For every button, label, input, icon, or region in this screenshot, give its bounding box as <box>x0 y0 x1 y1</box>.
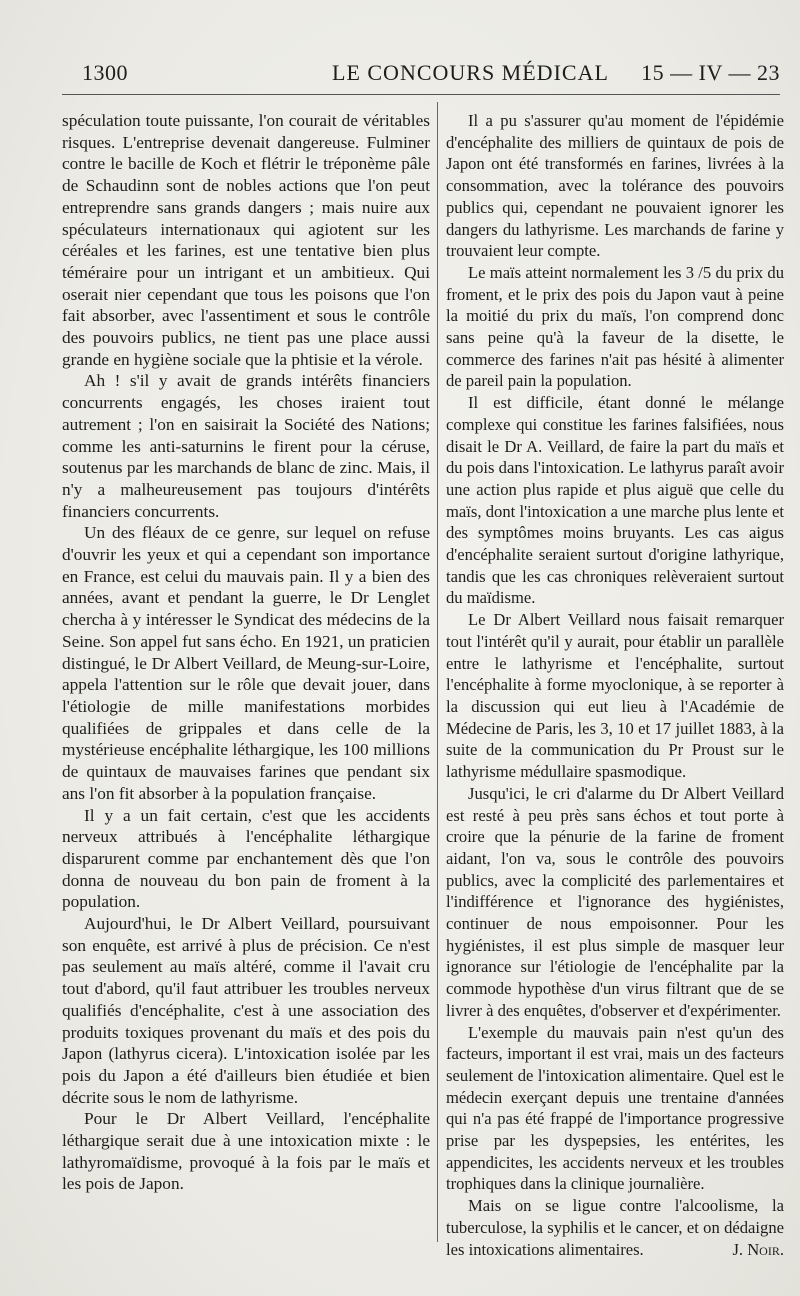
paragraph: Il y a un fait certain, c'est que les accidents nerveux attribués à l'encéphalite léthargique disparurent comme par enchantement dès que l'on donna de nouveau du bon pain de froment à la population. <box>62 805 430 912</box>
journal-title: LE CONCOURS MÉDICAL <box>332 60 609 85</box>
page-number: 1300 <box>82 60 128 85</box>
paragraph: Il est difficile, étant donné le mélange complexe qui constitue les farines falsifiées, nous disait le Dr A. Veillard, de faire la part du maïs et du pois dans l'intoxication. Le lathyrus paraît avoir une action plus rapide et plus aiguë que celle du maïs, dont l'intoxication a une marche plus lente et des symptômes moins bruyants. Les cas aigus d'encéphalite seraient surtout d'origine lathyrique, tandis que les cas chroniques relèveraient surtout du maïdisme. <box>446 393 784 608</box>
paragraph: Le maïs atteint normalement les 3 /5 du prix du froment, et le prix des pois du Japon vaut à peine la moitié du prix du maïs, l'on comprend donc sans peine qu'à la faveur de la disette, le commerce des farines n'ait pas hésité à alimenter de pareil pain la population. <box>446 262 784 391</box>
paragraph: Pour le Dr Albert Veillard, l'encéphalite léthargique serait due à une intoxication mixte : le lathyromaïdisme, provoqué à la fois par le maïs et les pois de Japon. <box>62 1109 430 1194</box>
closing-paragraph <box>446 1195 784 1260</box>
paragraph: spéculation toute puissante, l'on courait de véritables risques. L'entreprise devenait dangereuse. Fulminer contre le bacille de Koch et flétrir le tréponème pâle de Schaudinn sont de nobles actions que l'on peut entreprendre sans grands dangers ; mais nuire aux spéculateurs internationaux qui agiotent sur les céréales et les farines, est une tentative bien plus téméraire pour un intrigant et un ambitieux. Qui oserait nier cependant que tous les poisons que l'on fait absorber, avec l'assentiment et sous le contrôle des pouvoirs publics, ne tient pas une place aussi grande en hygiène sociale que la phtisie et la vérole. <box>62 111 430 369</box>
issue-date: 15 — IV — 23 <box>641 60 780 85</box>
paragraph: Ah ! s'il y avait de grands intérêts financiers concurrents engagés, les choses iraient tout autrement ; l'on en saisirait la Société des Nations; comme les anti-saturnins le firent pour la céruse, soutenus par les marchands de blanc de zinc. Mais, il n'y a malheureusement pas toujours d'intérêts financiers concurrents. <box>62 371 430 521</box>
paragraph: Le Dr Albert Veillard nous faisait remarquer tout l'intérêt qu'il y aurait, pour établir un parallèle entre le lathyrisme et l'encéphalite, surtout l'encéphalite à forme myoclonique, à se reporter à la discussion qui eut lieu à l'Académie de Médecine de Paris, les 3, 10 et 17 juillet 1883, à la suite de la communication du Pr Proust sur le lathyrisme médullaire spasmodique. <box>446 610 784 782</box>
column-divider <box>437 102 438 1242</box>
paragraph: L'exemple du mauvais pain n'est qu'un des facteurs, important il est vrai, mais un des facteurs seulement de l'intoxication alimentaire. Quel est le médecin exerçant depuis une trentaine d'années qui n'a pas été frappé de l'importance progressive prise par les dyspepsies, les entérites, les appendicites, les accidents nerveux et les troubles trophiques dans la clinique journalière. <box>446 1022 784 1194</box>
paragraph: Aujourd'hui, le Dr Albert Veillard, poursuivant son enquête, est arrivé à plus de précision. Ce n'est pas seulement au maïs altéré, comme il l'avait cru tout d'abord, qu'il faut attribuer les troubles nerveux qualifiés d'encéphalite, c'est à une association des produits toxiques provenant du maïs et des pois du Japon (lathyrus cicera). L'intoxication isolée par les pois du Japon a été d'ailleurs bien étudiée et bien décrite sous le nom de lathyrisme. <box>62 914 430 1107</box>
paragraph-text: Mais on se ligue contre l'alcoolisme, la tuberculose, la syphilis et le cancer, et on dédaigne les intoxications alimentaires. <box>446 1196 784 1259</box>
author-signature: J. Noir. <box>732 1239 784 1259</box>
paragraph: Un des fléaux de ce genre, sur lequel on refuse d'ouvrir les yeux et qui a cependant son importance en France, est celui du mauvais pain. Il y a bien des années, avant et pendant la guerre, le Dr Lenglet chercha à y intéresser le Syndicat des médecins de la Seine. Son appel fut sans écho. En 1921, un praticien distingué, le Dr Albert Veillard, de Meung-sur-Loire, appela l'attention sur le rôle que devait jouer, dans l'étiologie de mille manifestations morbides qualifiées de grippales et dans celle de la mystérieuse encéphalite léthargique, les 100 millions de quintaux de mauvaises farines que pendant six ans l'on fit absorber à la population française. <box>62 523 430 803</box>
paragraph: Il a pu s'assurer qu'au moment de l'épidémie d'encéphalite des milliers de quintaux de pois de Japon ont été transformés en farines, livrées à la consommation, avec la tolérance des pouvoirs publics qui, cependant ne pouvaient ignorer les dangers du lathyrisme. Les marchands de farine y trouvaient leur compte. <box>446 111 784 261</box>
header-rule <box>62 94 780 95</box>
right-column <box>446 110 784 1260</box>
paragraph: Jusqu'ici, le cri d'alarme du Dr Albert Veillard est resté à peu près sans échos et tout porte à croire que la pénurie de la farine de froment aidant, l'on va, sous le contrôle des pouvoirs publics, avec la complicité des parlementaires et l'indifférence et l'ignorance des hygiénistes, continuer de nous empoisonner. Pour les hygiénistes, il est plus simple de masquer leur ignorance sur l'étiologie de l'encéphalite par la commode hypothèse d'un virus filtrant que de se livrer à des enquêtes, d'observer et d'expérimenter. <box>446 783 784 1020</box>
left-column <box>62 110 430 1195</box>
running-header <box>62 60 780 96</box>
